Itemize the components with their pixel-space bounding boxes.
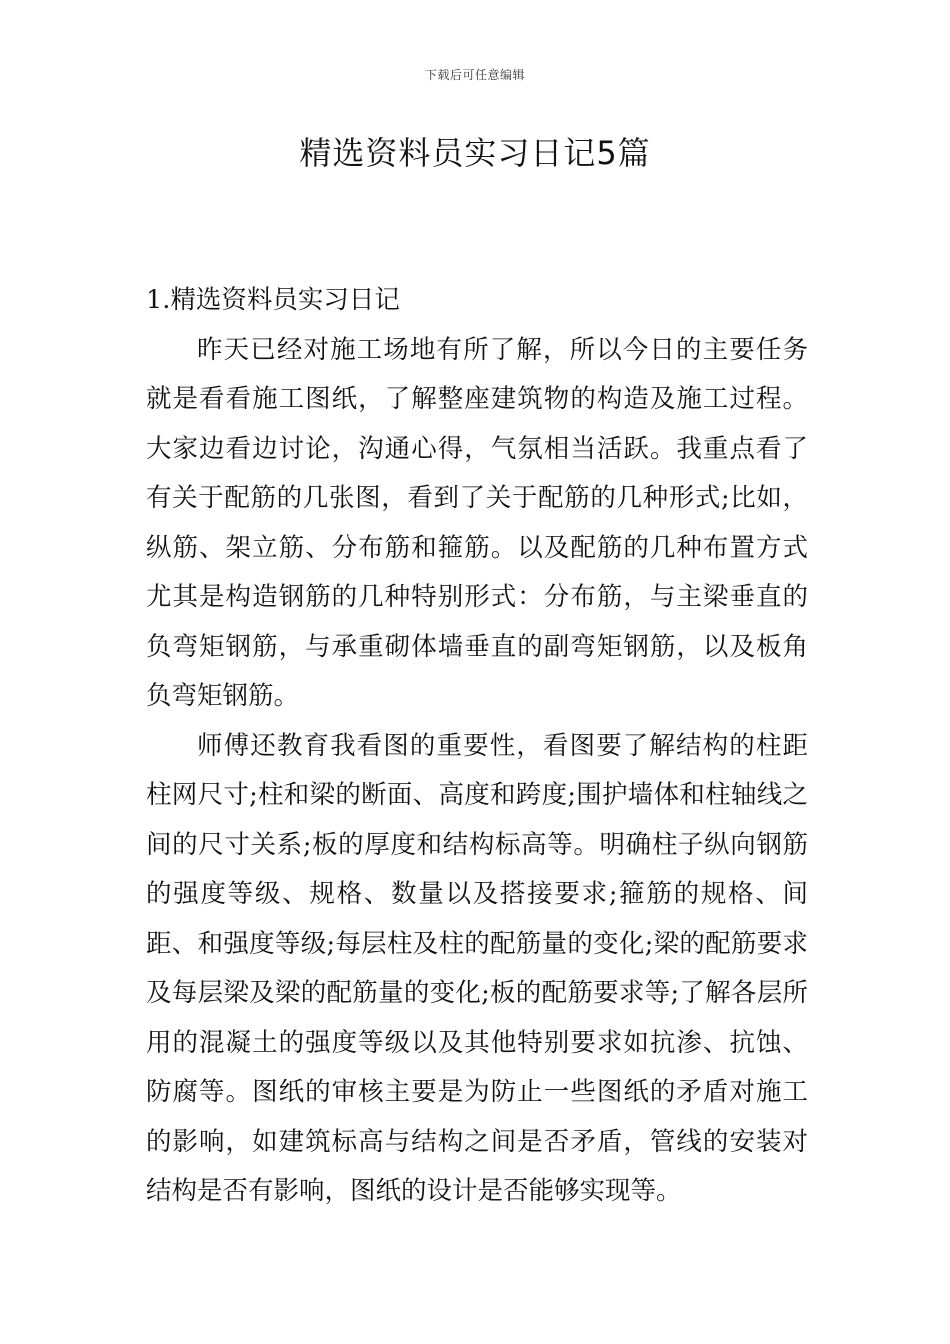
document-title: 精选资料员实习日记5篇	[299, 134, 651, 172]
section-heading: 1.精选资料员实习日记	[146, 285, 400, 315]
header-note: 下载后可任意编辑	[424, 68, 525, 82]
document-body	[146, 276, 808, 1217]
paragraph: 师傅还教育我看图的重要性，看图要了解结构的柱距柱网尺寸;柱和梁的断面、高度和跨度;围护墙体和柱轴线之间的尺寸关系;板的厚度和结构标高等。明确柱子纵向钢筋的强度等级、规格、数量以及搭接要求;箍筋的规格、间距、和强度等级;每层柱及柱的配筋量的变化;梁的配筋要求及每层梁及梁的配筋量的变化;板的配筋要求等;了解各层所用的混凝土的强度等级以及其他特别要求如抗渗、抗蚀、防腐等。图纸的审核主要是为防止一些图纸的矛盾对施工的影响，如建筑标高与结构之间是否矛盾，管线的安装对结构是否有影响，图纸的设计是否能够实现等。	[146, 730, 808, 1206]
paragraph: 昨天已经对施工场地有所了解，所以今日的主要任务就是看看施工图纸，了解整座建筑物的构造及施工过程。大家边看边讨论，沟通心得，气氛相当活跃。我重点看了有关于配筋的几张图，看到了关于配筋的几种形式;比如，纵筋、架立筋、分布筋和箍筋。以及配筋的几种布置方式尤其是构造钢筋的几种特别形式：分布筋，与主梁垂直的负弯矩钢筋，与承重砌体墙垂直的副弯矩钢筋，以及板角负弯矩钢筋。	[146, 334, 808, 711]
